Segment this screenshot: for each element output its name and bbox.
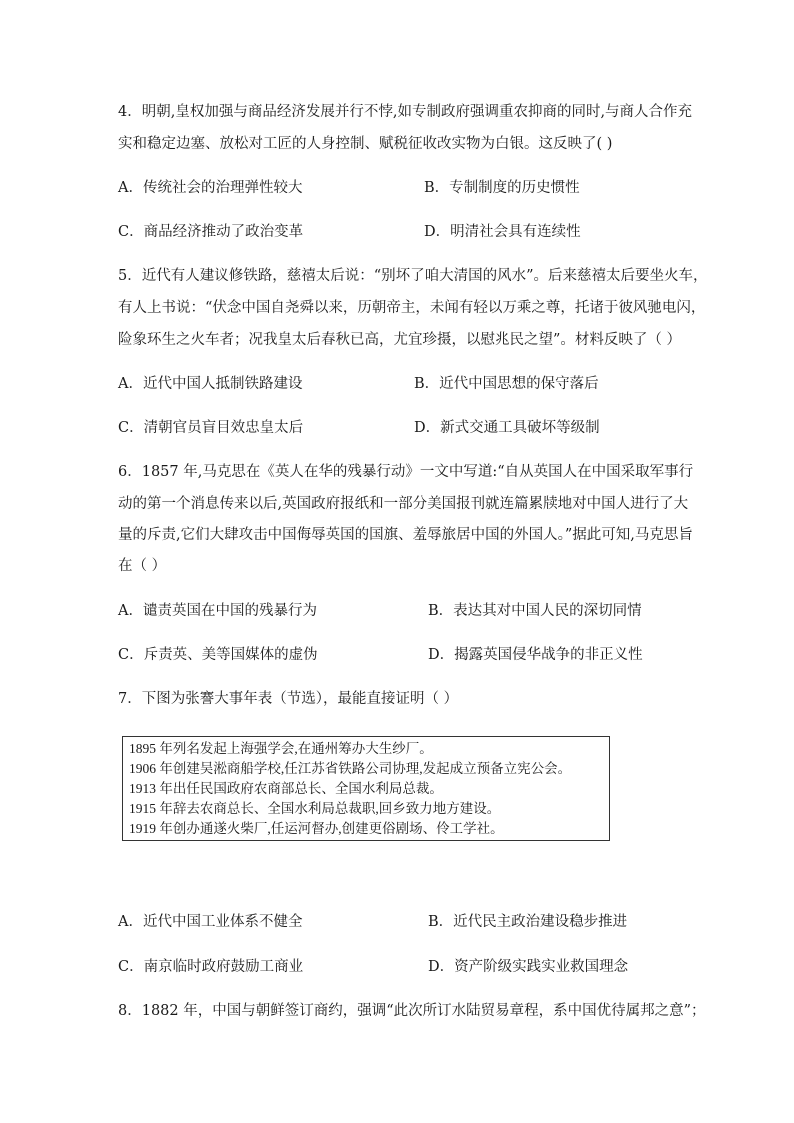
q5-stem-line-1: 5．近代有人建议修铁路，慈禧太后说：“别坏了咱大清国的风水”。后来慈禧太后要坐火车， [118, 268, 708, 284]
q7-table-row: 1906 年创建吴淞商船学校,任江苏省铁路公司协理,发起成立预备立宪公会。 [129, 761, 572, 776]
q7-option-d[interactable]: D．资产阶级实践实业救国理念 [428, 959, 629, 975]
q4-option-d[interactable]: D．明清社会具有连续性 [424, 224, 581, 240]
q7-option-c[interactable]: C．南京临时政府鼓励工商业 [118, 959, 304, 975]
q4-option-b[interactable]: B．专制制度的历史惯性 [424, 180, 580, 196]
q8-stem-line-1: 8．1882 年，中国与朝鲜签订商约，强调“此次所订水陆贸易章程，系中国优待属邦之意”； [118, 1003, 706, 1019]
q5-stem-line-3: 险象环生之火车者；况我皇太后春秋已高，尤宜珍摄，以慰兆民之望”。材料反映了（ ） [118, 332, 682, 348]
q5-option-a[interactable]: A．近代中国人抵制铁路建设 [118, 376, 303, 392]
q7-table-row: 1919 年创办通遂火柴厂,任运河督办,创建更俗剧场、伶工学社。 [129, 821, 504, 836]
q7-table-row: 1915 年辞去农商总长、全国水利局总裁职,回乡致力地方建设。 [129, 801, 501, 816]
q5-option-b[interactable]: B．近代中国思想的保守落后 [414, 376, 599, 392]
q7-chronology-table [122, 736, 610, 841]
q5-option-d[interactable]: D．新式交通工具破坏等级制 [414, 420, 600, 436]
q4-stem-line-1: 4．明朝,皇权加强与商品经济发展并行不悖,如专制政府强调重农抑商的同时,与商人合作充 [118, 104, 693, 120]
q7-option-a[interactable]: A．近代中国工业体系不健全 [118, 914, 303, 930]
q5-stem-line-2: 有人上书说：“伏念中国自尧舜以来，历朝帝主，未闻有轻以万乘之尊，托诸于彼风驰电闪， [118, 300, 706, 316]
q6-option-b[interactable]: B．表达其对中国人民的深切同情 [428, 603, 642, 619]
q6-option-a[interactable]: A．谴责英国在中国的残暴行为 [118, 603, 317, 619]
q7-stem-line-1: 7．下图为张謇大事年表（节选），最能直接证明（ ） [118, 691, 459, 707]
q6-stem-line-3: 量的斥责,它们大肆攻击中国侮辱英国的国旗、羞辱旅居中国的外国人。”据此可知,马克思旨 [118, 527, 693, 543]
q4-stem-line-2: 实和稳定边塞、放松对工匠的人身控制、赋税征收改实物为白银。这反映了( ) [118, 136, 613, 152]
q4-option-c[interactable]: C．商品经济推动了政治变革 [118, 224, 304, 240]
q6-stem-line-1: 6．1857 年,马克思在《英人在华的残暴行动》一文中写道:“自从英国人在中国采取军事行 [118, 464, 694, 480]
q6-option-c[interactable]: C．斥责英、美等国媒体的虚伪 [118, 647, 318, 663]
q7-option-b[interactable]: B．近代民主政治建设稳步推进 [428, 914, 628, 930]
q6-stem-line-4: 在（ ） [118, 558, 167, 574]
q6-stem-line-2: 动的第一个消息传来以后,英国政府报纸和一部分美国报刊就连篇累牍地对中国人进行了大 [118, 496, 689, 512]
q5-option-c[interactable]: C．清朝官员盲目效忠皇太后 [118, 420, 304, 436]
q7-table-row: 1913 年出任民国政府农商部总长、全国水利局总裁。 [129, 781, 443, 796]
q4-option-a[interactable]: A．传统社会的治理弹性较大 [118, 180, 303, 196]
q7-table-row: 1895 年列名发起上海强学会,在通州筹办大生纱厂。 [129, 741, 433, 756]
q6-option-d[interactable]: D．揭露英国侵华战争的非正义性 [428, 647, 643, 663]
